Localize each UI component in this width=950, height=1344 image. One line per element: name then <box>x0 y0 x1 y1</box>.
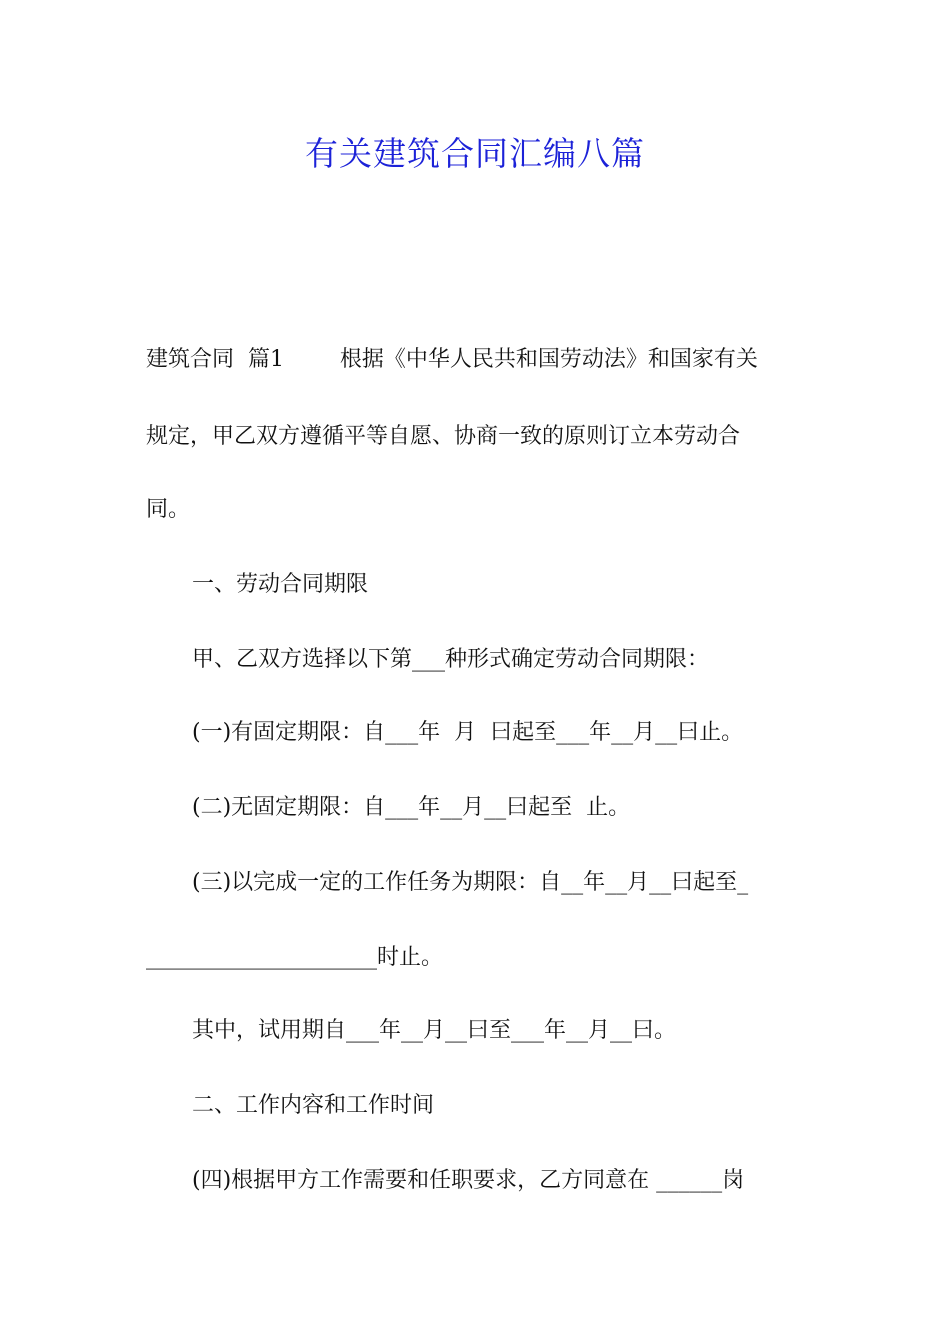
paragraph-line-3: 同。 <box>146 497 191 522</box>
paragraph-line-2: 规定，甲乙双方遵循平等自愿、协商一致的原则订立本劳动合 <box>146 424 741 449</box>
clause-4: (四)根据甲方工作需要和任职要求，乙方同意在 ______岗 <box>192 1168 745 1193</box>
clause-3: (三)以完成一定的工作任务为期限：自__年__月__曰起至_ <box>192 870 749 895</box>
probation-line: 其中，试用期自___年__月__曰至___年__月__曰。 <box>192 1018 677 1043</box>
document-title: 有关建筑合同汇编八篇 <box>305 134 645 173</box>
paragraph-line-5: 甲、乙双方选择以下第___种形式确定劳动合同期限： <box>192 647 710 672</box>
section-heading-2: 二、工作内容和工作时间 <box>192 1093 435 1118</box>
paragraph-line-1: 建筑合同 篇1 根据《中华人民共和国劳动法》和国家有关 <box>146 347 758 372</box>
section-heading-1: 一、劳动合同期限 <box>192 572 369 597</box>
clause-3-continued: _____________________时止。 <box>146 945 444 970</box>
clause-1: (一)有固定期限：自___年 月 曰起至___年__月__曰止。 <box>192 720 744 745</box>
clause-2: (二)无固定期限：自___年__月__曰起至 止。 <box>192 795 631 820</box>
